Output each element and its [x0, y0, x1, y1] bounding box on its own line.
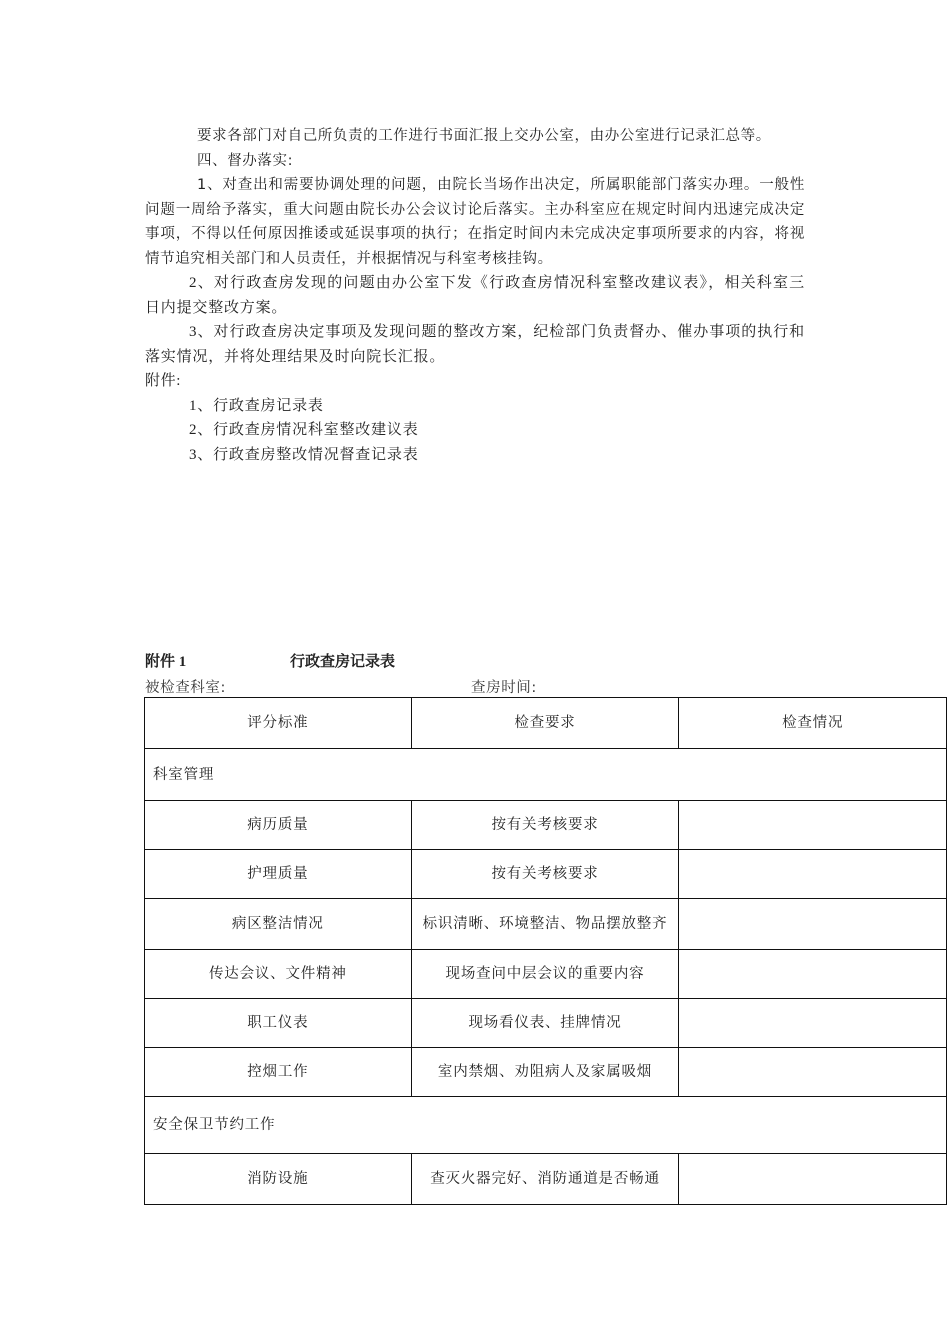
section-row: [145, 749, 947, 801]
cell-standard: 护理质量: [145, 850, 412, 899]
attachment-item: 3、行政查房整改情况督查记录表: [189, 446, 419, 463]
section-security-saving: 安全保卫节约工作: [145, 1097, 947, 1154]
cell-result[interactable]: [679, 999, 947, 1048]
table-row: [145, 950, 947, 999]
header-requirement: 检查要求: [411, 698, 679, 749]
cell-standard: 消防设施: [145, 1154, 412, 1205]
cell-requirement: 现场看仪表、挂牌情况: [411, 999, 679, 1048]
cell-requirement: 按有关考核要求: [411, 801, 679, 850]
inspected-dept-label: 被检查科室:: [145, 680, 226, 696]
cell-standard: 职工仪表: [145, 999, 412, 1048]
appendix-title: 行政查房记录表: [290, 654, 396, 670]
cell-standard: 传达会议、文件精神: [145, 950, 412, 999]
table-row: [145, 1048, 947, 1097]
cell-requirement: 查灭火器完好、消防通道是否畅通: [411, 1154, 679, 1205]
cell-standard: 控烟工作: [145, 1048, 412, 1097]
header-standard: 评分标准: [145, 698, 412, 749]
cell-result[interactable]: [679, 1154, 947, 1205]
cell-result[interactable]: [679, 801, 947, 850]
cell-standard: 病区整洁情况: [145, 899, 412, 950]
appendix-label: 附件 1: [145, 654, 187, 670]
cell-result[interactable]: [679, 850, 947, 899]
inspection-time-label: 查房时间:: [471, 680, 537, 696]
cell-standard: 病历质量: [145, 801, 412, 850]
paragraph-item-2: 2、对行政查房发现的问题由办公室下发《行政查房情况科室整改建议表》，相关科室三日内提交整改方案。: [145, 275, 805, 316]
cell-requirement: 按有关考核要求: [411, 850, 679, 899]
attachments-label: 附件:: [145, 373, 181, 389]
paragraph-reporting: 要求各部门对自己所负责的工作进行书面汇报上交办公室，由办公室进行记录汇总等。: [197, 128, 771, 144]
appendix-heading: [145, 650, 396, 671]
table-row: [145, 999, 947, 1048]
table-row: [145, 850, 947, 899]
section-heading-supervision: 四、督办落实:: [197, 152, 294, 169]
table-row: [145, 899, 947, 950]
attachment-item: 1、行政查房记录表: [189, 397, 324, 414]
attachment-item: 2、行政查房情况科室整改建议表: [189, 422, 419, 438]
table-row: [145, 801, 947, 850]
cell-requirement: 标识清晰、环境整洁、物品摆放整齐: [411, 899, 679, 950]
cell-result[interactable]: [679, 1048, 947, 1097]
section-row: [145, 1097, 947, 1154]
paragraph-item-3: 3、对行政查房决定事项及发现问题的整改方案，纪检部门负责督办、催办事项的执行和落实情况，并将处理结果及时向院长汇报。: [145, 324, 805, 365]
cell-requirement: 室内禁烟、劝阻病人及家属吸烟: [411, 1048, 679, 1097]
table-row: [145, 1154, 947, 1205]
cell-result[interactable]: [679, 899, 947, 950]
paragraph-item-1: 1、对查出和需要协调处理的问题，由院长当场作出决定，所属职能部门落实办理。一般性问题一周给予落实，重大问题由院长办公会议讨论后落实。主办科室应在规定时间内迅速完成决定事项，不得以任何原因推诿或延误事项的执行；在指定时间内未完成决定事项所要求的内容，将视情节追究相关部门和人员责任，并根据情况与科室考核挂钩。: [145, 177, 805, 267]
inspection-record-table: [144, 697, 947, 1205]
header-result: 检查情况: [679, 698, 947, 749]
cell-requirement: 现场查问中层会议的重要内容: [411, 950, 679, 999]
table-header-row: [145, 698, 947, 749]
body-text: [145, 124, 805, 467]
cell-result[interactable]: [679, 950, 947, 999]
section-dept-management: 科室管理: [145, 749, 947, 801]
